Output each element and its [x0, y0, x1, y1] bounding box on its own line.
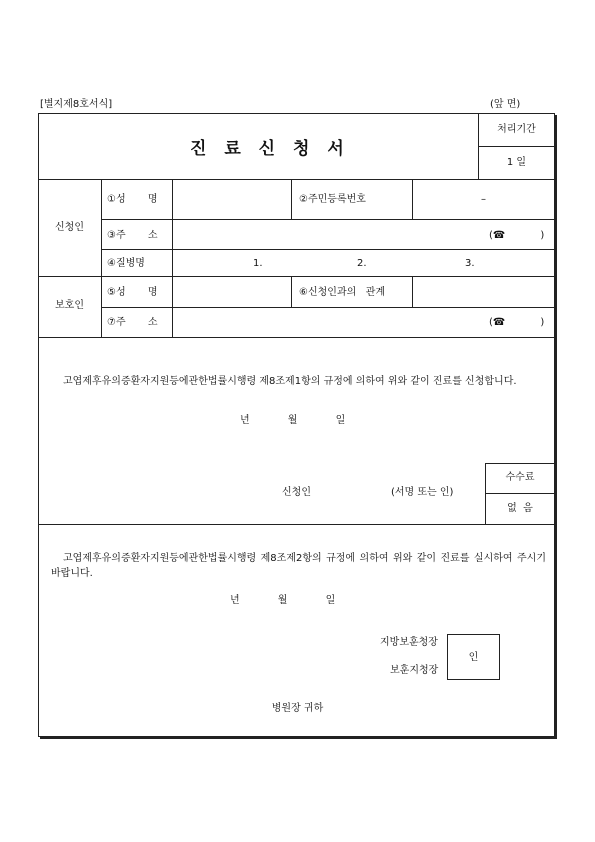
request-statement: 고엽제후유의증환자지원등에관한법률시행령 제8조제1항의 규정에 의하여 위와 같이 진료를 신청합니다.	[63, 376, 517, 387]
divider	[172, 179, 173, 337]
divider	[485, 463, 555, 464]
processing-value: 1 일	[506, 157, 527, 168]
signature-field[interactable]: (서명 또는 인)	[391, 487, 454, 498]
applicant-section-label: 신청인	[55, 222, 84, 233]
guardian-relation-label: ⑥신청인과의 관계	[299, 287, 386, 298]
applicant-phone-field[interactable]: (☎ )	[489, 230, 545, 241]
divider	[101, 179, 102, 337]
divider	[291, 179, 292, 219]
seal-label: 인	[468, 652, 479, 663]
divider	[101, 307, 555, 308]
applicant-sign-label: 신청인	[282, 487, 311, 498]
recipient: 병원장 귀하	[271, 703, 324, 714]
form-code: [별지제8호서식]	[40, 99, 113, 110]
divider	[101, 249, 555, 250]
divider	[38, 276, 555, 277]
applicant-name-field[interactable]	[174, 181, 289, 217]
guardian-address-label: ⑦주 소	[107, 317, 158, 328]
divider	[101, 219, 555, 220]
disease-item-3[interactable]: 3.	[465, 258, 475, 269]
divider	[485, 493, 555, 494]
form-title: 진 료 신 청 서	[190, 139, 350, 159]
disease-label: ④질병명	[107, 258, 145, 269]
order-date[interactable]: 년 월 일	[230, 595, 336, 606]
office-label-2: 보훈지청장	[390, 665, 439, 676]
divider	[38, 524, 555, 525]
frame-shadow-bottom	[40, 737, 557, 739]
guardian-section-label: 보호인	[55, 300, 84, 311]
divider	[38, 337, 555, 338]
guardian-name-field[interactable]	[174, 278, 289, 305]
order-statement: 고엽제후유의증환자지원등에관한법률시행령 제8조제2항의 규정에 의하여 위와 같이 진료를 실시하여 주시기 바랍니다.	[51, 553, 546, 579]
divider	[478, 146, 555, 147]
office-label-1: 지방보훈청장	[380, 637, 438, 648]
guardian-address-field[interactable]	[174, 309, 474, 335]
disease-item-2[interactable]: 2.	[357, 258, 367, 269]
applicant-id-field[interactable]: –	[481, 194, 486, 205]
divider	[291, 276, 292, 307]
guardian-phone-field[interactable]: (☎ )	[489, 317, 545, 328]
page-side: (앞 면)	[490, 99, 521, 110]
applicant-id-label: ②주민등록번호	[299, 194, 366, 205]
frame-shadow-right	[555, 115, 557, 739]
request-date[interactable]: 년 월 일	[240, 415, 346, 426]
divider	[38, 179, 555, 180]
fee-value: 없 음	[507, 503, 533, 514]
fee-label: 수수료	[505, 472, 535, 483]
processing-label: 처리기간	[497, 124, 536, 135]
applicant-address-field[interactable]	[174, 221, 474, 247]
disease-item-1[interactable]: 1.	[253, 258, 263, 269]
divider	[412, 276, 413, 307]
applicant-address-label: ③주 소	[107, 230, 158, 241]
guardian-name-label: ⑤성 명	[107, 287, 158, 298]
guardian-relation-field[interactable]	[414, 278, 553, 305]
applicant-name-label: ①성 명	[107, 194, 158, 205]
